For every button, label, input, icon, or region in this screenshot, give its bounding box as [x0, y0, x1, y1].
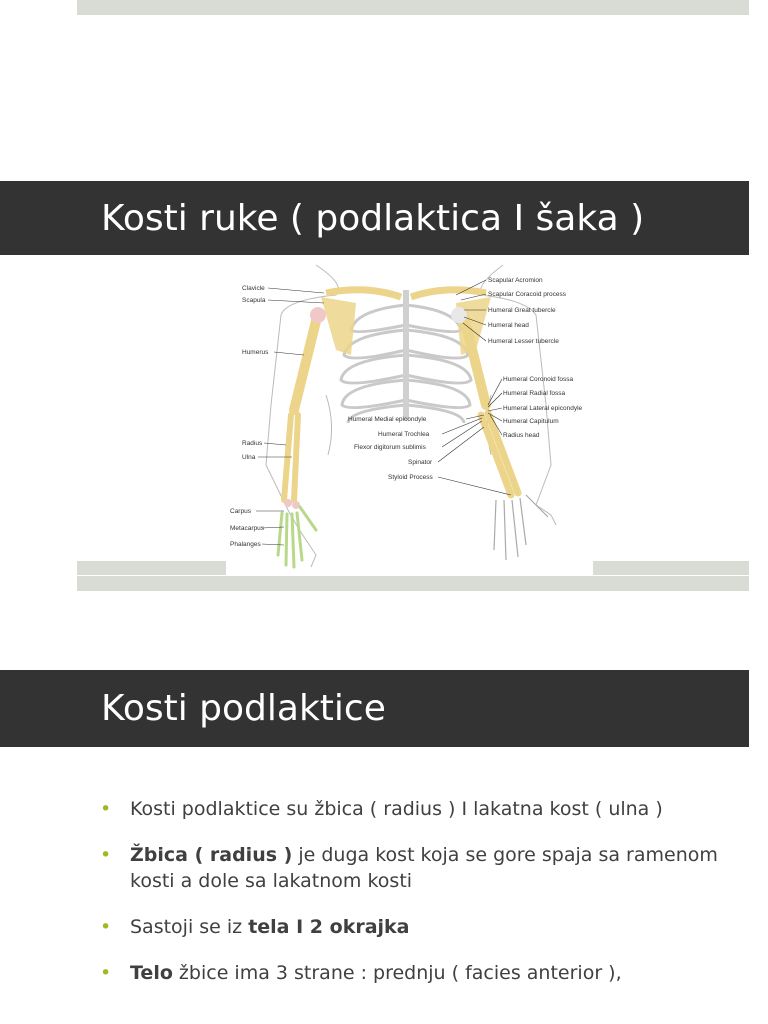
label-spinator: Spinator: [408, 459, 433, 466]
arm-skeleton-figure: [226, 255, 593, 575]
bullet-item: • Kosti podlaktice su žbica ( radius ) I lakatna kost ( ulna ): [100, 798, 663, 820]
label-humeral-head: Humeral head: [488, 322, 529, 329]
bullet-item: • Žbica ( radius ) je duga kost koja se gore spaja sa ramenom kosti a dole sa lakatnom kosti: [100, 844, 718, 892]
label-carpus: Carpus: [230, 508, 251, 515]
bullet-dot-icon: •: [100, 962, 112, 984]
bullet-item: • Sastoji se iz tela I 2 okrajka: [100, 916, 410, 938]
label-humeral-lateral-epicondyle: Humeral Lateral epicondyle: [503, 405, 583, 412]
label-phalanges: Phalanges: [230, 541, 261, 548]
bullet-item: • Telo žbice ima 3 strane : prednju ( facies anterior ),: [100, 962, 622, 984]
label-clavicle: Clavicle: [242, 285, 265, 292]
label-humeral-trochlea: Humeral Trochlea: [378, 431, 430, 438]
bullet-dot-icon: •: [100, 916, 112, 938]
bullet-dot-icon: •: [100, 844, 112, 866]
slide-bottom-band-lower: [77, 576, 749, 591]
slide-title-bar: [0, 181, 749, 255]
label-humeral-lesser-tubercle: Humeral Lesser tubercle: [488, 338, 559, 345]
label-humeral-coronoid-fossa: Humeral Coronoid fossa: [503, 376, 574, 383]
label-humeral-medial-epicondyle: Humeral Medial epicondyle: [348, 416, 427, 423]
label-radius: Radius: [242, 440, 263, 447]
bullet-list: [100, 796, 720, 1006]
label-scapula: Scapula: [242, 297, 266, 304]
label-scapular-coracoid: Scapular Coracoid process: [488, 291, 567, 298]
label-styloid-process: Styloid Process: [388, 474, 433, 481]
label-humeral-capitulum: Humeral Capitulum: [503, 418, 559, 425]
label-scapular-acromion: Scapular Acromion: [488, 277, 543, 284]
slide-title: Kosti ruke ( podlaktica I šaka ): [101, 197, 645, 239]
label-radius-head: Radius head: [503, 432, 540, 439]
slide-title-bar-2: [0, 670, 749, 747]
label-flexor-digitorum: Flexor digitorum sublimis: [354, 444, 426, 451]
label-humeral-radial-fossa: Humeral Radial fossa: [503, 390, 566, 397]
label-humeral-great-tubercle: Humeral Great tubercle: [488, 307, 556, 314]
label-humerus: Humerus: [242, 349, 269, 356]
slide-title-2: Kosti podlaktice: [101, 688, 386, 729]
slide-top-band: [77, 0, 749, 15]
label-metacarpus: Metacarpus: [230, 525, 264, 532]
label-ulna: Ulna: [242, 454, 256, 461]
bullet-dot-icon: •: [100, 798, 112, 820]
